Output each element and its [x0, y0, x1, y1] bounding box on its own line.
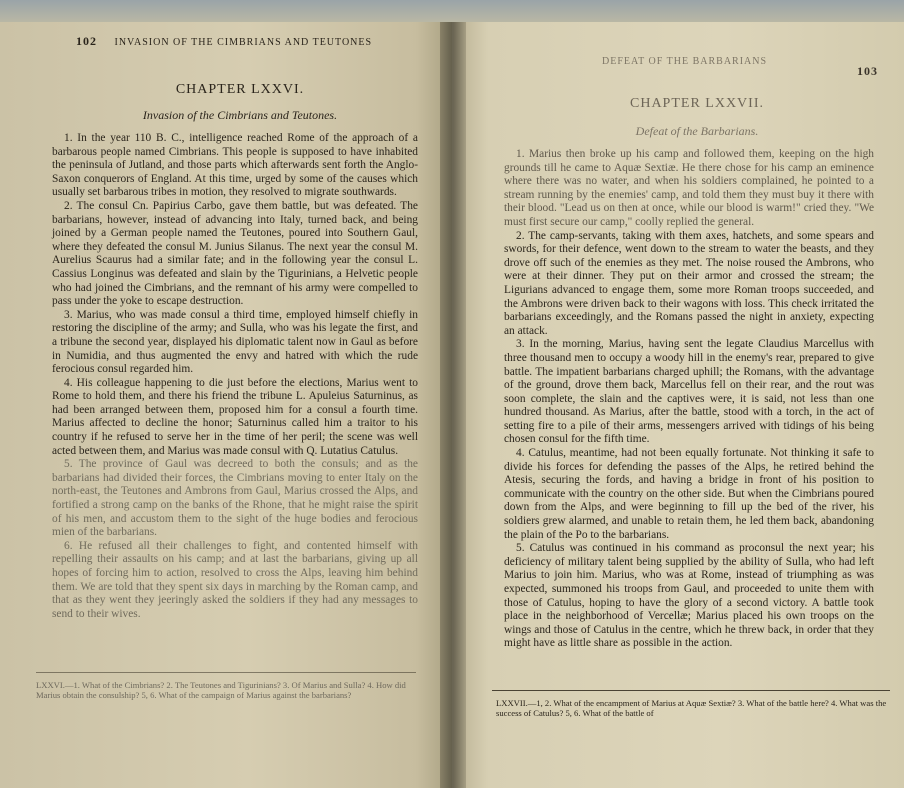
right-page	[452, 0, 904, 788]
chapter-title-right: CHAPTER LXXVII.	[630, 96, 764, 111]
paragraph: 4. His colleague happening to die just before the elections, Marius went to Rome to hold them, and there his friend the tribune L. Apuleius Saturninus, as had been arranged between them, proposed him for a consul a fourth time. Marius affected to decline the honor; Saturninus called him a traitor to his country if he refused to serve her in the time of her peril; the scene was well acted between them, and Marius was made consul with Q. Lutatius Catulus.	[52, 376, 418, 457]
paragraph: 2. The camp-servants, taking with them axes, hatchets, and some spears and swords, for their defence, went down to the stream to water the beasts, and they drove off such of the enemies as they met. The noise roused the Ambrons, who were at their dinner. They put on their armor and crossed the stream; the Ligurians advanced to engage them, some more Roman troops succeeded, and the Ambrons were driven back to their wagons with loss. This check irritated the barbarians exceedingly, and the Romans passed the night in anxiety, expecting an attack.	[504, 229, 874, 337]
body-text-right	[504, 148, 874, 651]
paragraph: 3. In the morning, Marius, having sent the legate Claudius Marcellus with three thousand men to occupy a woody hill in the enemy's rear, prepared to give battle. The impatient barbarians charged uphill; the Romans, with the advantage of the ground, drove them back, Marcellus fell on their rear, and the rout was soon complete, the slain and the captives were, it is said, not less than one hundred thousand. As Marius, after the battle, stood with a torch, in the act of setting fire to a pile of their arms, messengers arrived with tidings of his being chosen consul for the fifth time.	[504, 338, 874, 446]
running-head-text-right: DEFEAT OF THE BARBARIANS	[602, 56, 768, 67]
running-head-text-left: INVASION OF THE CIMBRIANS AND TEUTONES	[114, 37, 373, 48]
paragraph: 2. The consul Cn. Papirius Carbo, gave them battle, but was defeated. The barbarians, however, instead of advancing into Italy, turned back, and being joined by a German people named the Teutones, poured into Southern Gaul, where they defeated the consul M. Junius Silanus. The next year the consul M. Aurelius Scaurus had a similar fate; and in the following year the consul L. Cassius Longinus was defeated and slain by the Tigurinians, a Helvetic people who had joined the Cimbrians, and the remnant of his army were compelled to pass under the yoke to escape destruction.	[52, 199, 418, 308]
running-head-right	[602, 56, 878, 78]
chapter-subtitle-left: Invasion of the Cimbrians and Teutones.	[142, 108, 338, 122]
page-number-right: 103	[857, 64, 878, 78]
body-text-left	[52, 132, 418, 621]
footnote-right: LXXVII.—1, 2. What of the encampment of Marius at Aquæ Sextiæ? 3. What of the battle here? 4. What was the success of Catulus? 5, 6. What of the battle of	[496, 698, 887, 718]
book-gutter	[440, 0, 466, 788]
paragraph: 1. In the year 110 B. C., intelligence reached Rome of the approach of a barbarous people named Cimbrians. This people is supposed to have inhabited the peninsula of Jutland, and those parts which afterwards sent forth the Anglo-Saxon conquerors of England. At this time, urged by some of the causes which usually set barbarous tribes in motion, they resolved to migrate southwards.	[52, 132, 418, 199]
footnote-left: LXXVI.—1. What of the Cimbrians? 2. The Teutones and Tigurinians? 3. Of Marius and Sulla? 4. How did Marius obtain the consulship? 5, 6. What of the campaign of Marius against the barbarians?	[36, 680, 406, 700]
chapter-subtitle-right: Defeat of the Barbarians.	[635, 124, 759, 138]
paragraph: 5. The province of Gaul was decreed to both the consuls; and as the barbarians had divided their forces, the Cimbrians moving to enter Italy on the north-east, the Teutones and Ambrons from Gaul, Marius crossed the Alps, and fortified a strong camp on the banks of the Rhone, that he might raise the spirit of his men, and accustom them to the sight of the huge bodies and ferocious mien of the barbarians.	[52, 458, 418, 539]
paragraph: 4. Catulus, meantime, had not been equally fortunate. Not thinking it safe to divide his forces for defending the passes of the Alps, he retired behind the Atesis, securing the fords, and having a bridge in front of his position to communicate with the country on the other side. But when the Cimbrians poured down from the Alps, and were beginning to fill up the bed of the river, his soldiers grew alarmed, and unable to retain them, he led them back, abandoning the plain of the Po to the barbarians.	[504, 447, 874, 541]
page-number-left: 102	[76, 34, 97, 48]
paragraph: 5. Catulus was continued in his command as proconsul the next year; his deficiency of military talent being supplied by the ability of Sulla, who had left Marius to join him. Marius, who was at Rome, instead of triumphing as was expected, summoned his troops from Gaul, and proceeded to unite them with those of Catulus, hoping to have the glory of a second victory. A battle took place in the neighborhood of Vercellæ; Marius placed his own troops on the wings and those of Catulus in the centre, which he threw back, in order that they might have as little share as possible in the action.	[504, 542, 874, 650]
running-head-left	[76, 34, 432, 49]
footnote-rule-left	[36, 672, 416, 673]
paragraph: 1. Marius then broke up his camp and followed them, keeping on the high grounds till he came to Aquæ Sextiæ. He there chose for his camp an eminence where there was no water, and when his soldiers complained, he pointed to a stream running by the enemies' camp, and told them they must buy it there with their blood. "Lead us on then at once, while our blood is warm!" cried they. "We must first secure our camp," coolly replied the general.	[504, 148, 874, 228]
footnote-rule-right	[492, 690, 890, 691]
paragraph: 3. Marius, who was made consul a third time, employed himself chiefly in restoring the discipline of the army; and Sulla, who was his legate the first, and a tribune the second year, displayed his diplomatic talent now in Gaul as before in Numidia, and thus augmented the envy and hatred with which the rude ferocious consul regarded him.	[52, 308, 418, 376]
top-edge-shadow	[0, 0, 904, 22]
chapter-title-left: CHAPTER LXXVI.	[175, 82, 305, 97]
paragraph: 6. He refused all their challenges to fight, and contented himself with repelling their assaults on his camp; and at last the barbarians, giving up all hopes of forcing him to action, resolved to cross the Alps, leaving him behind them. We are told that they spent six days in marching by the Roman camp, and that as they went they jeeringly asked the soldiers if they had any messages to send to their wives.	[52, 539, 418, 620]
